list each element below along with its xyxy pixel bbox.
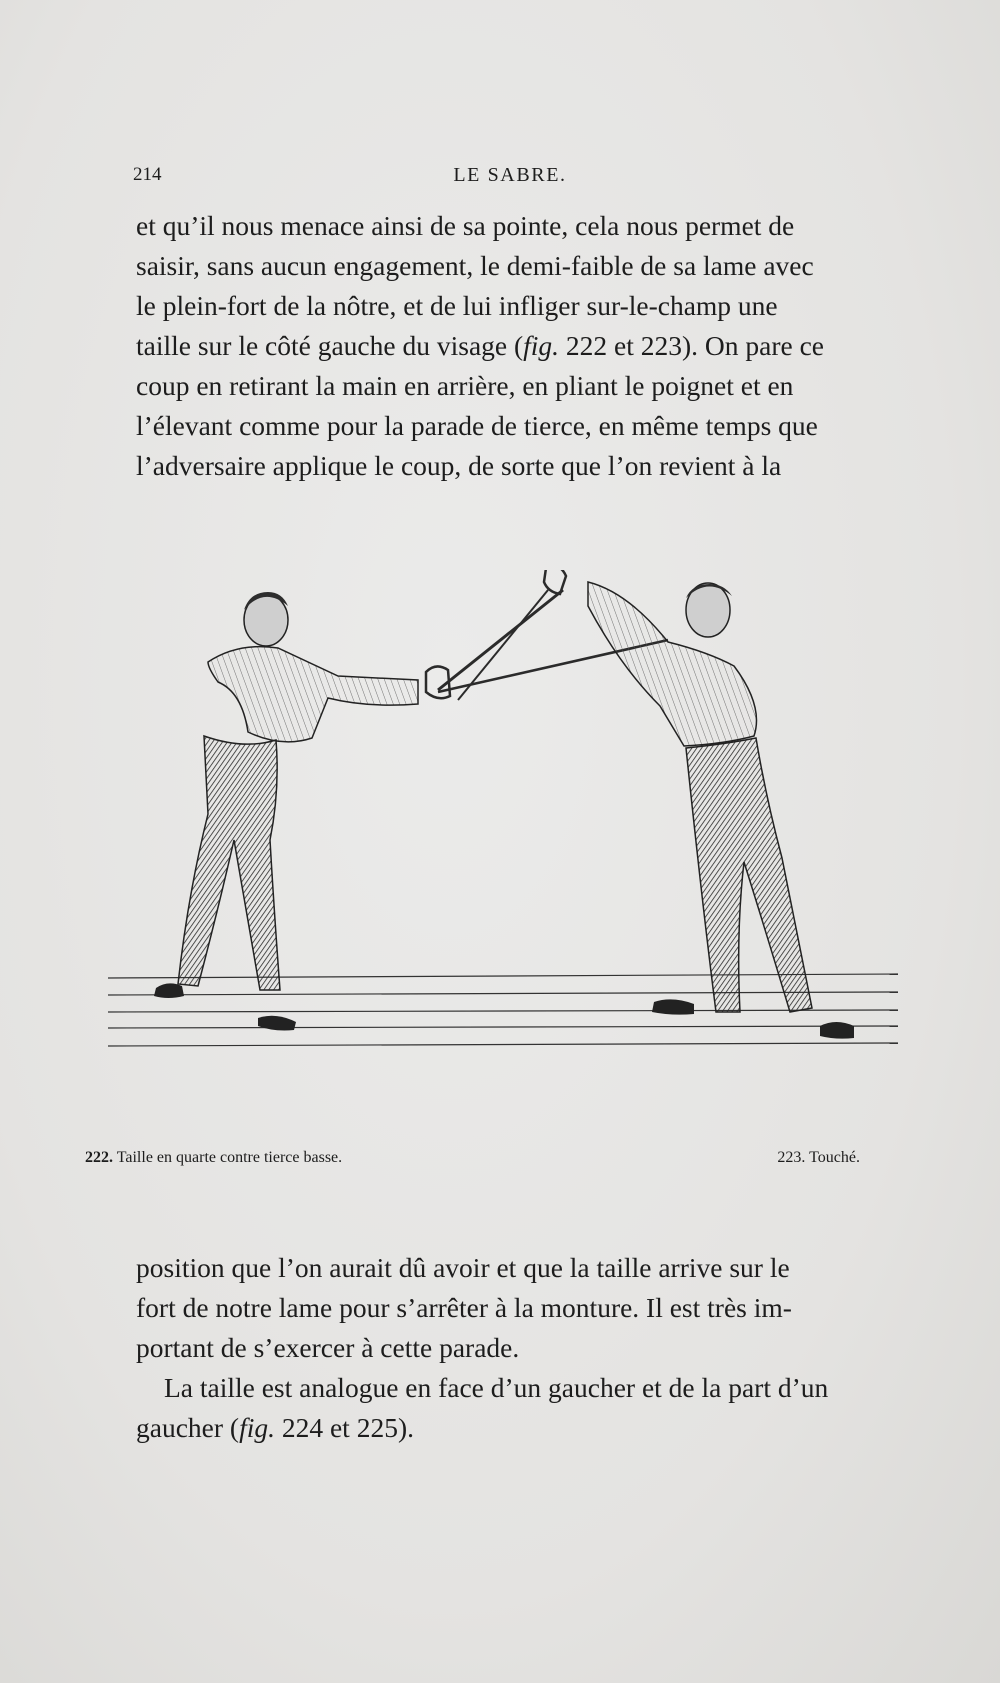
text-span: 224 et 225). xyxy=(274,1412,414,1443)
page-title: LE SABRE. xyxy=(453,164,567,186)
figure-caption-left xyxy=(85,1149,342,1167)
text-line: portant de s’exercer à cette parade. xyxy=(136,1332,520,1363)
text-line: La taille est analogue en face d’un gaucher et de la part d’un xyxy=(164,1372,829,1403)
text-line: le plein-fort de la nôtre, et de lui infliger sur-le-champ une xyxy=(136,290,778,321)
text-line: coup en retirant la main en arrière, en pliant le poignet et en xyxy=(136,370,794,401)
text-line xyxy=(136,326,888,366)
right-fencer xyxy=(588,582,854,1039)
text-line: position que l’on aurait dû avoir et que la taille arrive sur le xyxy=(136,1252,790,1283)
fig-reference: fig. xyxy=(239,1412,275,1443)
figure-caption-right xyxy=(777,1149,860,1167)
running-head xyxy=(130,158,890,188)
fencing-illustration xyxy=(108,570,948,1130)
engraving-two-fencers xyxy=(108,570,948,1130)
figure-number: 223. xyxy=(777,1149,806,1166)
figure-number: 222. xyxy=(85,1149,113,1166)
text-line: et qu’il nous menace ainsi de sa pointe, cela nous permet de xyxy=(136,210,795,241)
text-line xyxy=(136,1408,888,1448)
caption-text: Touché. xyxy=(809,1149,860,1166)
text-line: saisir, sans aucun engagement, le demi-faible de sa lame avec xyxy=(136,250,814,281)
left-fencer xyxy=(154,592,418,1031)
text-span: 222 et 223). On pare ce xyxy=(559,330,825,361)
text-span: gaucher ( xyxy=(136,1412,240,1443)
text-line: l’adversaire applique le coup, de sorte que l’on revient à la xyxy=(136,450,782,481)
page-number: 214 xyxy=(133,164,162,185)
fig-reference: fig. xyxy=(523,330,560,361)
text-span: taille sur le côté gauche du visage ( xyxy=(136,330,524,361)
text-line: fort de notre lame pour s’arrêter à la monture. Il est très im- xyxy=(136,1292,792,1323)
caption-text: Taille en quarte contre tierce basse. xyxy=(116,1149,343,1166)
text-line: l’élevant comme pour la parade de tierce, en même temps que xyxy=(136,410,818,441)
floor-boards xyxy=(108,974,898,1046)
paragraph-top xyxy=(136,206,888,486)
paragraph-bottom xyxy=(136,1248,888,1448)
